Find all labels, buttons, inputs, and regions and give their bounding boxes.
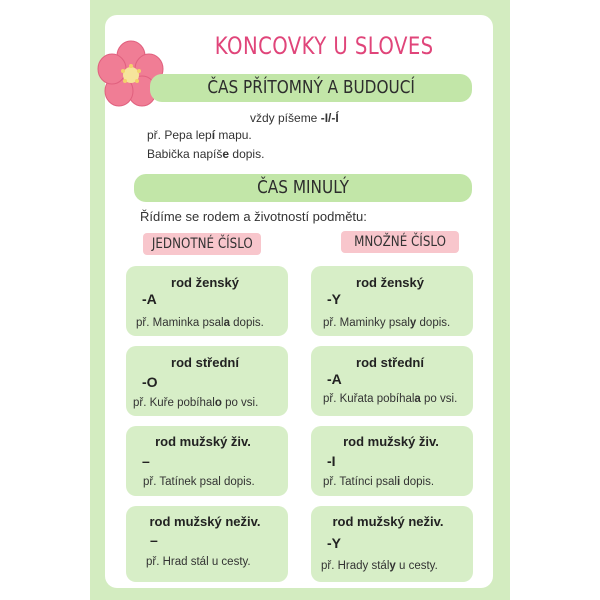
- singular-label: JEDNOTNÉ ČÍSLO: [143, 233, 261, 255]
- present-rule: vždy píšeme -I/-Í: [250, 111, 339, 125]
- gender-label: rod ženský: [356, 275, 424, 290]
- ending: -A: [142, 291, 157, 307]
- present-example-1: př. Pepa lepí mapu.: [147, 128, 252, 142]
- gender-label: rod mužský neživ.: [149, 514, 261, 529]
- example: př. Hrady stály u cesty.: [321, 560, 438, 572]
- page-title: KONCOVKY U SLOVES: [214, 32, 434, 60]
- example: př. Tatínek psal dopis.: [143, 476, 255, 488]
- ending: –: [150, 532, 158, 548]
- ending: -A: [327, 371, 342, 387]
- singular-feminine-box: [126, 266, 288, 336]
- ending: -I: [327, 453, 336, 469]
- ending: –: [142, 453, 150, 469]
- plural-label: MNOŽNÉ ČÍSLO: [341, 231, 459, 253]
- ending: -Y: [327, 535, 341, 551]
- example: př. Kuře pobíhalo po vsi.: [133, 397, 259, 409]
- gender-label: rod mužský neživ.: [332, 514, 444, 529]
- plural-neuter-box: [311, 346, 473, 416]
- present-tense-banner: ČAS PŘÍTOMNÝ A BUDOUCÍ: [150, 74, 472, 102]
- singular-masc-animate-box: [126, 426, 288, 496]
- plural-masc-inanimate-box: [311, 506, 473, 582]
- example: př. Maminky psaly dopis.: [323, 317, 451, 329]
- singular-neuter-box: [126, 346, 288, 416]
- gender-label: rod střední: [356, 355, 424, 370]
- gender-label: rod ženský: [171, 275, 239, 290]
- past-intro: Řídíme se rodem a životností podmětu:: [140, 209, 367, 224]
- example: př. Hrad stál u cesty.: [146, 556, 251, 568]
- ending: -O: [142, 374, 158, 390]
- gender-label: rod střední: [171, 355, 239, 370]
- plural-masc-animate-box: [311, 426, 473, 496]
- singular-masc-inanimate-box: [126, 506, 288, 582]
- gender-label: rod mužský živ.: [155, 434, 251, 449]
- example: př. Tatínci psali dopis.: [323, 476, 435, 488]
- ending: -Y: [327, 291, 341, 307]
- plural-feminine-box: [311, 266, 473, 336]
- present-example-2: Babička napíše dopis.: [147, 147, 265, 161]
- example: př. Kuřata pobíhala po vsi.: [323, 393, 458, 405]
- example: př. Maminka psala dopis.: [136, 317, 264, 329]
- gender-label: rod mužský živ.: [343, 434, 439, 449]
- past-tense-banner: ČAS MINULÝ: [134, 174, 472, 202]
